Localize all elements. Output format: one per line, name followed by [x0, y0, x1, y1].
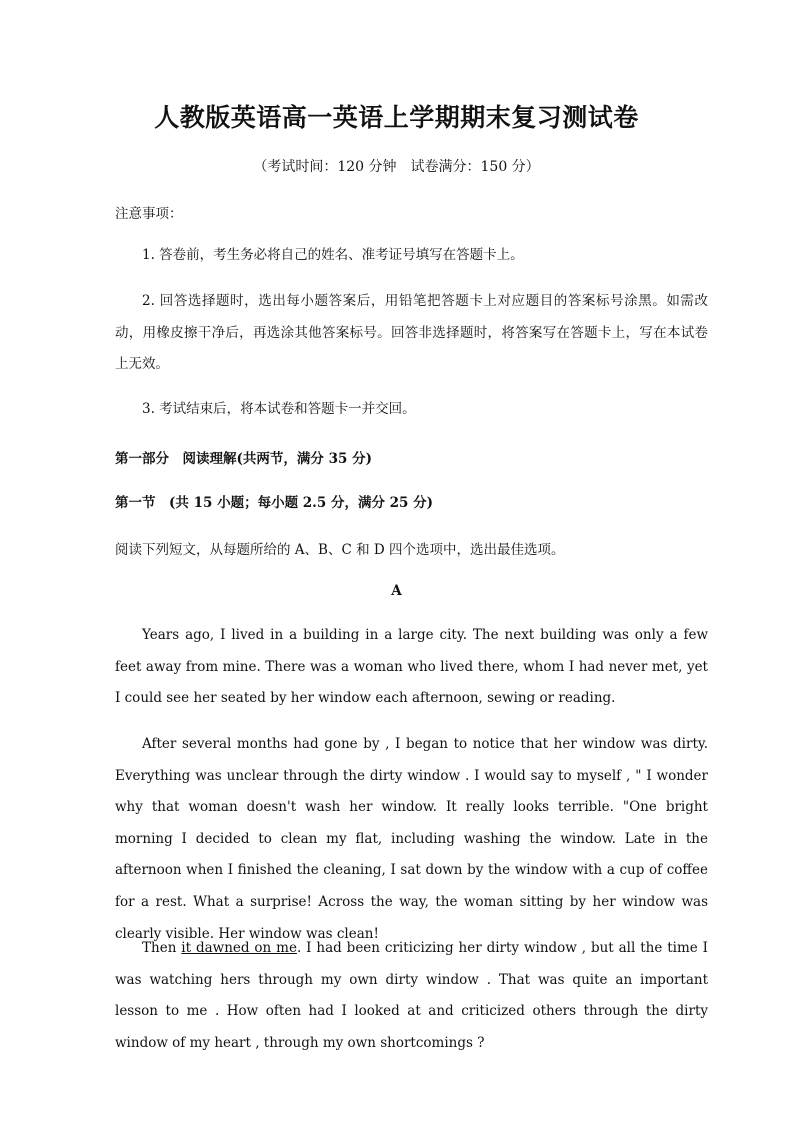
para3-start: Then — [142, 940, 182, 956]
section-heading: 第一节 (共 15 小题；每小题 2.5 分，满分 25 分) — [115, 495, 434, 511]
underlined-phrase: it dawned on me — [181, 940, 297, 956]
passage-paragraph-1: Years ago, I lived in a building in a large city. The next building was only a few feet away from mine. There was a woman who lived there, whom I had never met, yet I could see her seated by her window each afternoon, sewing or reading. — [115, 627, 708, 707]
notice-heading: 注意事项： — [115, 206, 183, 222]
notice-item-1: 1. 答卷前，考生务必将自己的姓名、准考证号填写在答题卡上。 — [142, 247, 524, 263]
passage-paragraph-3 — [115, 933, 708, 1059]
para3-rest: . I had been criticizing her dirty window , but all the time I was watching hers through my own dirty window . That was quite an important lesson to me . How often had I looked at and criticized others through the dirty window of my heart , through my own shortcomings ? — [115, 940, 708, 1051]
instruction-text: 阅读下列短文，从每题所给的 A、B、C 和 D 四个选项中，选出最佳选项。 — [115, 542, 565, 558]
exam-subtitle: （考试时间：120 分钟 试卷满分：150 分） — [253, 159, 540, 175]
exam-title: 人教版英语高一英语上学期期末复习测试卷 — [154, 103, 639, 132]
notice-item-2: 2. 回答选择题时，选出每小题答案后，用铅笔把答题卡上对应题目的答案标号涂黑。如需改动，用橡皮擦干净后，再选涂其他答案标号。回答非选择题时，将答案写在答题卡上，写在本试卷上无效。 — [115, 293, 708, 373]
notice-item-3: 3. 考试结束后，将本试卷和答题卡一并交回。 — [142, 401, 416, 417]
passage-label: A — [391, 583, 402, 599]
passage-paragraph-2: After several months had gone by , I began to notice that her window was dirty. Everything was unclear through the dirty window . I would say to myself , " I wonder why that woman doesn't wash her window. It really looks terrible. "One bright morning I decided to clean my flat, including washing the window. Late in the afternoon when I finished the cleaning, I sat down by the window with a cup of coffee for a rest. What a surprise! Across the way, the woman sitting by her window was clearly visible. Her window was clean! — [115, 736, 708, 942]
part-heading: 第一部分 阅读理解(共两节，满分 35 分) — [115, 451, 372, 467]
